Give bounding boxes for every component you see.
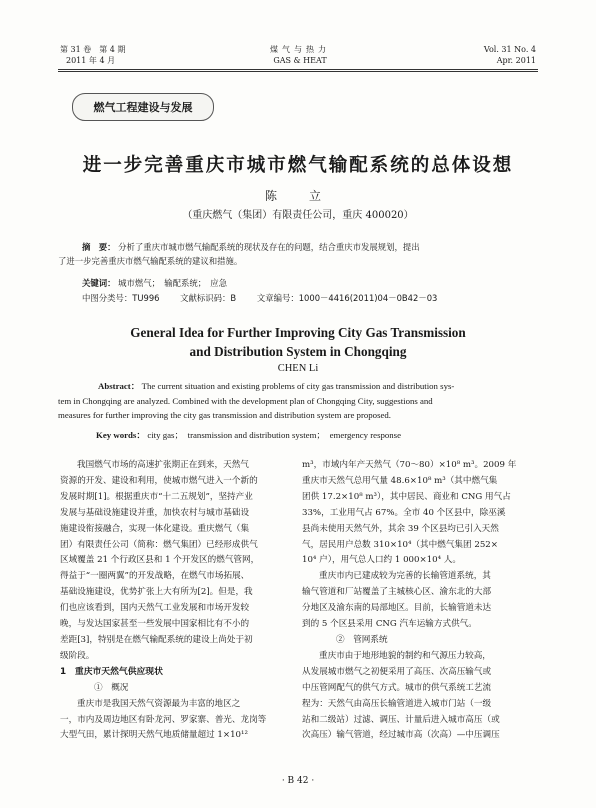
text-line: m³，市域内年产天然气（70～80）×10⁸ m³。2009 年 xyxy=(302,460,517,470)
text-line: 大型气田，累计探明天然气地质储量超过 1×10¹² xyxy=(60,730,248,741)
abstract-en-label: Abstract： xyxy=(98,381,140,391)
text-line: 资源的开发、建设和利用，使城市燃气进入一个新的 xyxy=(60,475,258,486)
text-line: 重庆市内已建成较为完善的长输管道系统，其 xyxy=(319,571,491,582)
header-volume-en: Vol. 31 No. 4 xyxy=(483,45,536,54)
article-title-en-line2: and Distribution System in Chongqing xyxy=(189,344,407,359)
text-line: 团供 17.2×10⁸ m³），其中居民、商业和 CNG 用气占 xyxy=(302,491,511,502)
article-number: 文章编号：1000－4416(2011)04－0B42－03 xyxy=(256,293,438,303)
text-line: 程为：天然气由高压长输管道进入城市门站（一级 xyxy=(302,698,492,709)
text-line: 中压管网配气的供气方式。城市的供气系统工艺流 xyxy=(302,682,492,693)
author-cn: 陈 立 xyxy=(264,189,331,203)
pipeline-paragraph xyxy=(302,569,538,633)
column-tag xyxy=(72,93,214,121)
text-line: 重庆市天然气总用气量 48.6×10⁸ m³（其中燃气集 xyxy=(302,475,498,486)
keywords-cn-label: 关键词： xyxy=(82,278,116,288)
text-line: 晚，与发达国家甚至一些发展中国家相比有不小的 xyxy=(60,619,250,630)
text-line: 气，居民用户总数 310×10⁴（其中燃气集团 252× xyxy=(302,539,498,550)
body-column-left xyxy=(60,458,296,744)
text-line: 重庆市是我国天然气资源最为丰富的地区之 xyxy=(77,698,241,709)
text-line: 基础设施建设，优势扩张上大有所为[2]。但是，我 xyxy=(60,587,253,598)
text-line: 县尚未使用天然气外，其余 39 个区县均已引入天然 xyxy=(302,523,499,534)
text-line: 站和二级站）过滤、调压、计量后进入城市高压（或 xyxy=(302,714,500,725)
text-line: 次高压）输气管道，经过城市高（次高）—中压调压 xyxy=(302,730,500,741)
article-title-en-line1: General Idea for Further Improving City Gas Transmission xyxy=(130,325,466,340)
abstract-en-line2: tem in Chongqing are analyzed. Combined with the development plan of Chongqing City, suggestions and xyxy=(58,395,433,406)
article-title-cn: 进一步完善重庆市城市燃气输配系统的总体设想 xyxy=(82,155,514,176)
text-line: 发展时期[1]。根据重庆市“十二五规划”，坚持产业 xyxy=(60,491,253,502)
supply-paragraph xyxy=(302,458,538,569)
header-date-en: Apr. 2011 xyxy=(496,56,536,65)
text-line: 们也应该看到，国内天然气工业发展和市场开发较 xyxy=(60,603,250,614)
overview-paragraph xyxy=(60,697,296,745)
section-heading-1: 1 重庆市天然气供应现状 xyxy=(60,666,163,677)
page-number: · B 42 · xyxy=(281,776,315,786)
intro-paragraph xyxy=(60,458,296,665)
abstract-en-line3: measures for further improving the city gas transmission and distribution system are proposed. xyxy=(58,410,391,420)
text-line: 级阶段。 xyxy=(60,650,95,661)
abstract-cn xyxy=(58,240,538,268)
header-volume-cn: 第 31 卷 第 4 期 xyxy=(60,45,126,54)
keywords-cn-text: 城市燃气； 输配系统； 应急 xyxy=(118,278,228,288)
text-line: 输气管道和厂站覆盖了主城核心区、渝东北的大部 xyxy=(302,587,492,598)
abstract-en-line1: The current situation and existing problems of city gas transmission and distribution sys- xyxy=(141,381,455,391)
text-line: 施建设衔接融合，实现一体化建设。重庆燃气（集 xyxy=(60,523,250,534)
header-left xyxy=(60,44,190,66)
text-line: 分地区及渝东南的局部地区。目前，长输管道未达 xyxy=(302,603,492,614)
article-title-en xyxy=(40,323,556,361)
text-line: 差距[3]，特别是在燃气输配系统的建设上尚处于初 xyxy=(60,634,253,645)
text-line: 团）有限责任公司（简称：燃气集团）已经形成供气 xyxy=(60,539,258,550)
abstract-en xyxy=(58,379,538,423)
text-line: 得益于“一圈两翼”的开发战略，在燃气市场拓展、 xyxy=(60,571,250,582)
keywords-en-text: city gas； transmission and distribution system； emergency response xyxy=(147,430,402,440)
document-code: 文献标识码：B xyxy=(180,293,237,303)
clc-number: 中图分类号：TU996 xyxy=(82,293,160,303)
text-line: 10⁴ 户），用气总人口约 1 000×10⁴ 人。 xyxy=(302,555,461,566)
subsection-heading-overview: ① 概况 xyxy=(94,682,129,693)
text-line: 到的 5 个区县采用 CNG 汽车运输方式供气。 xyxy=(302,619,477,630)
text-line: 从发展城市燃气之初便采用了高压、次高压输气或 xyxy=(302,666,492,677)
text-line: 我国燃气市场的高速扩张期正在到来，天然气 xyxy=(77,460,249,470)
abstract-cn-label: 摘 要： xyxy=(82,242,116,252)
network-paragraph xyxy=(302,649,538,744)
header-center xyxy=(220,44,380,66)
classification-row xyxy=(82,291,538,305)
text-line: 一，市内及周边地区有卧龙河、罗家寨、普光、龙岗等 xyxy=(60,714,267,725)
body-column-right xyxy=(302,458,538,744)
text-line: 发展与基础设施建设并重，加快农村与城市基础设 xyxy=(60,507,250,518)
text-line: 区域覆盖 21 个行政区县和 1 个开发区的燃气管网， xyxy=(60,555,260,566)
journal-name-cn: 煤气与热力 xyxy=(270,45,330,54)
abstract-cn-line1: 分析了重庆市城市燃气输配系统的现状及存在的问题，结合重庆市发展规划，提出 xyxy=(118,242,420,252)
author-en: CHEN Li xyxy=(277,363,319,374)
text-line: 重庆市由于地形地貌的制约和气源压力较高， xyxy=(319,650,491,661)
header-date-cn: 2011 年 4 月 xyxy=(66,56,116,65)
abstract-cn-line2: 了进一步完善重庆市燃气输配系统的建议和措施。 xyxy=(58,256,243,266)
header-rule-top xyxy=(58,69,538,70)
affiliation-cn: （重庆燃气（集团）有限责任公司，重庆 400020） xyxy=(182,210,414,221)
journal-name-en: GAS & HEAT xyxy=(273,56,327,65)
keywords-en xyxy=(96,428,538,441)
text-line: 33%，工业用气占 67%。全市 40 个区县中，除巫溪 xyxy=(302,507,506,518)
header-right xyxy=(420,44,536,66)
header-rule-bottom xyxy=(58,71,538,72)
column-tag-label: 燃气工程建设与发展 xyxy=(93,101,193,114)
keywords-cn xyxy=(82,276,538,290)
keywords-en-label: Key words： xyxy=(96,430,146,440)
subsection-heading-network: ② 管网系统 xyxy=(336,634,388,645)
